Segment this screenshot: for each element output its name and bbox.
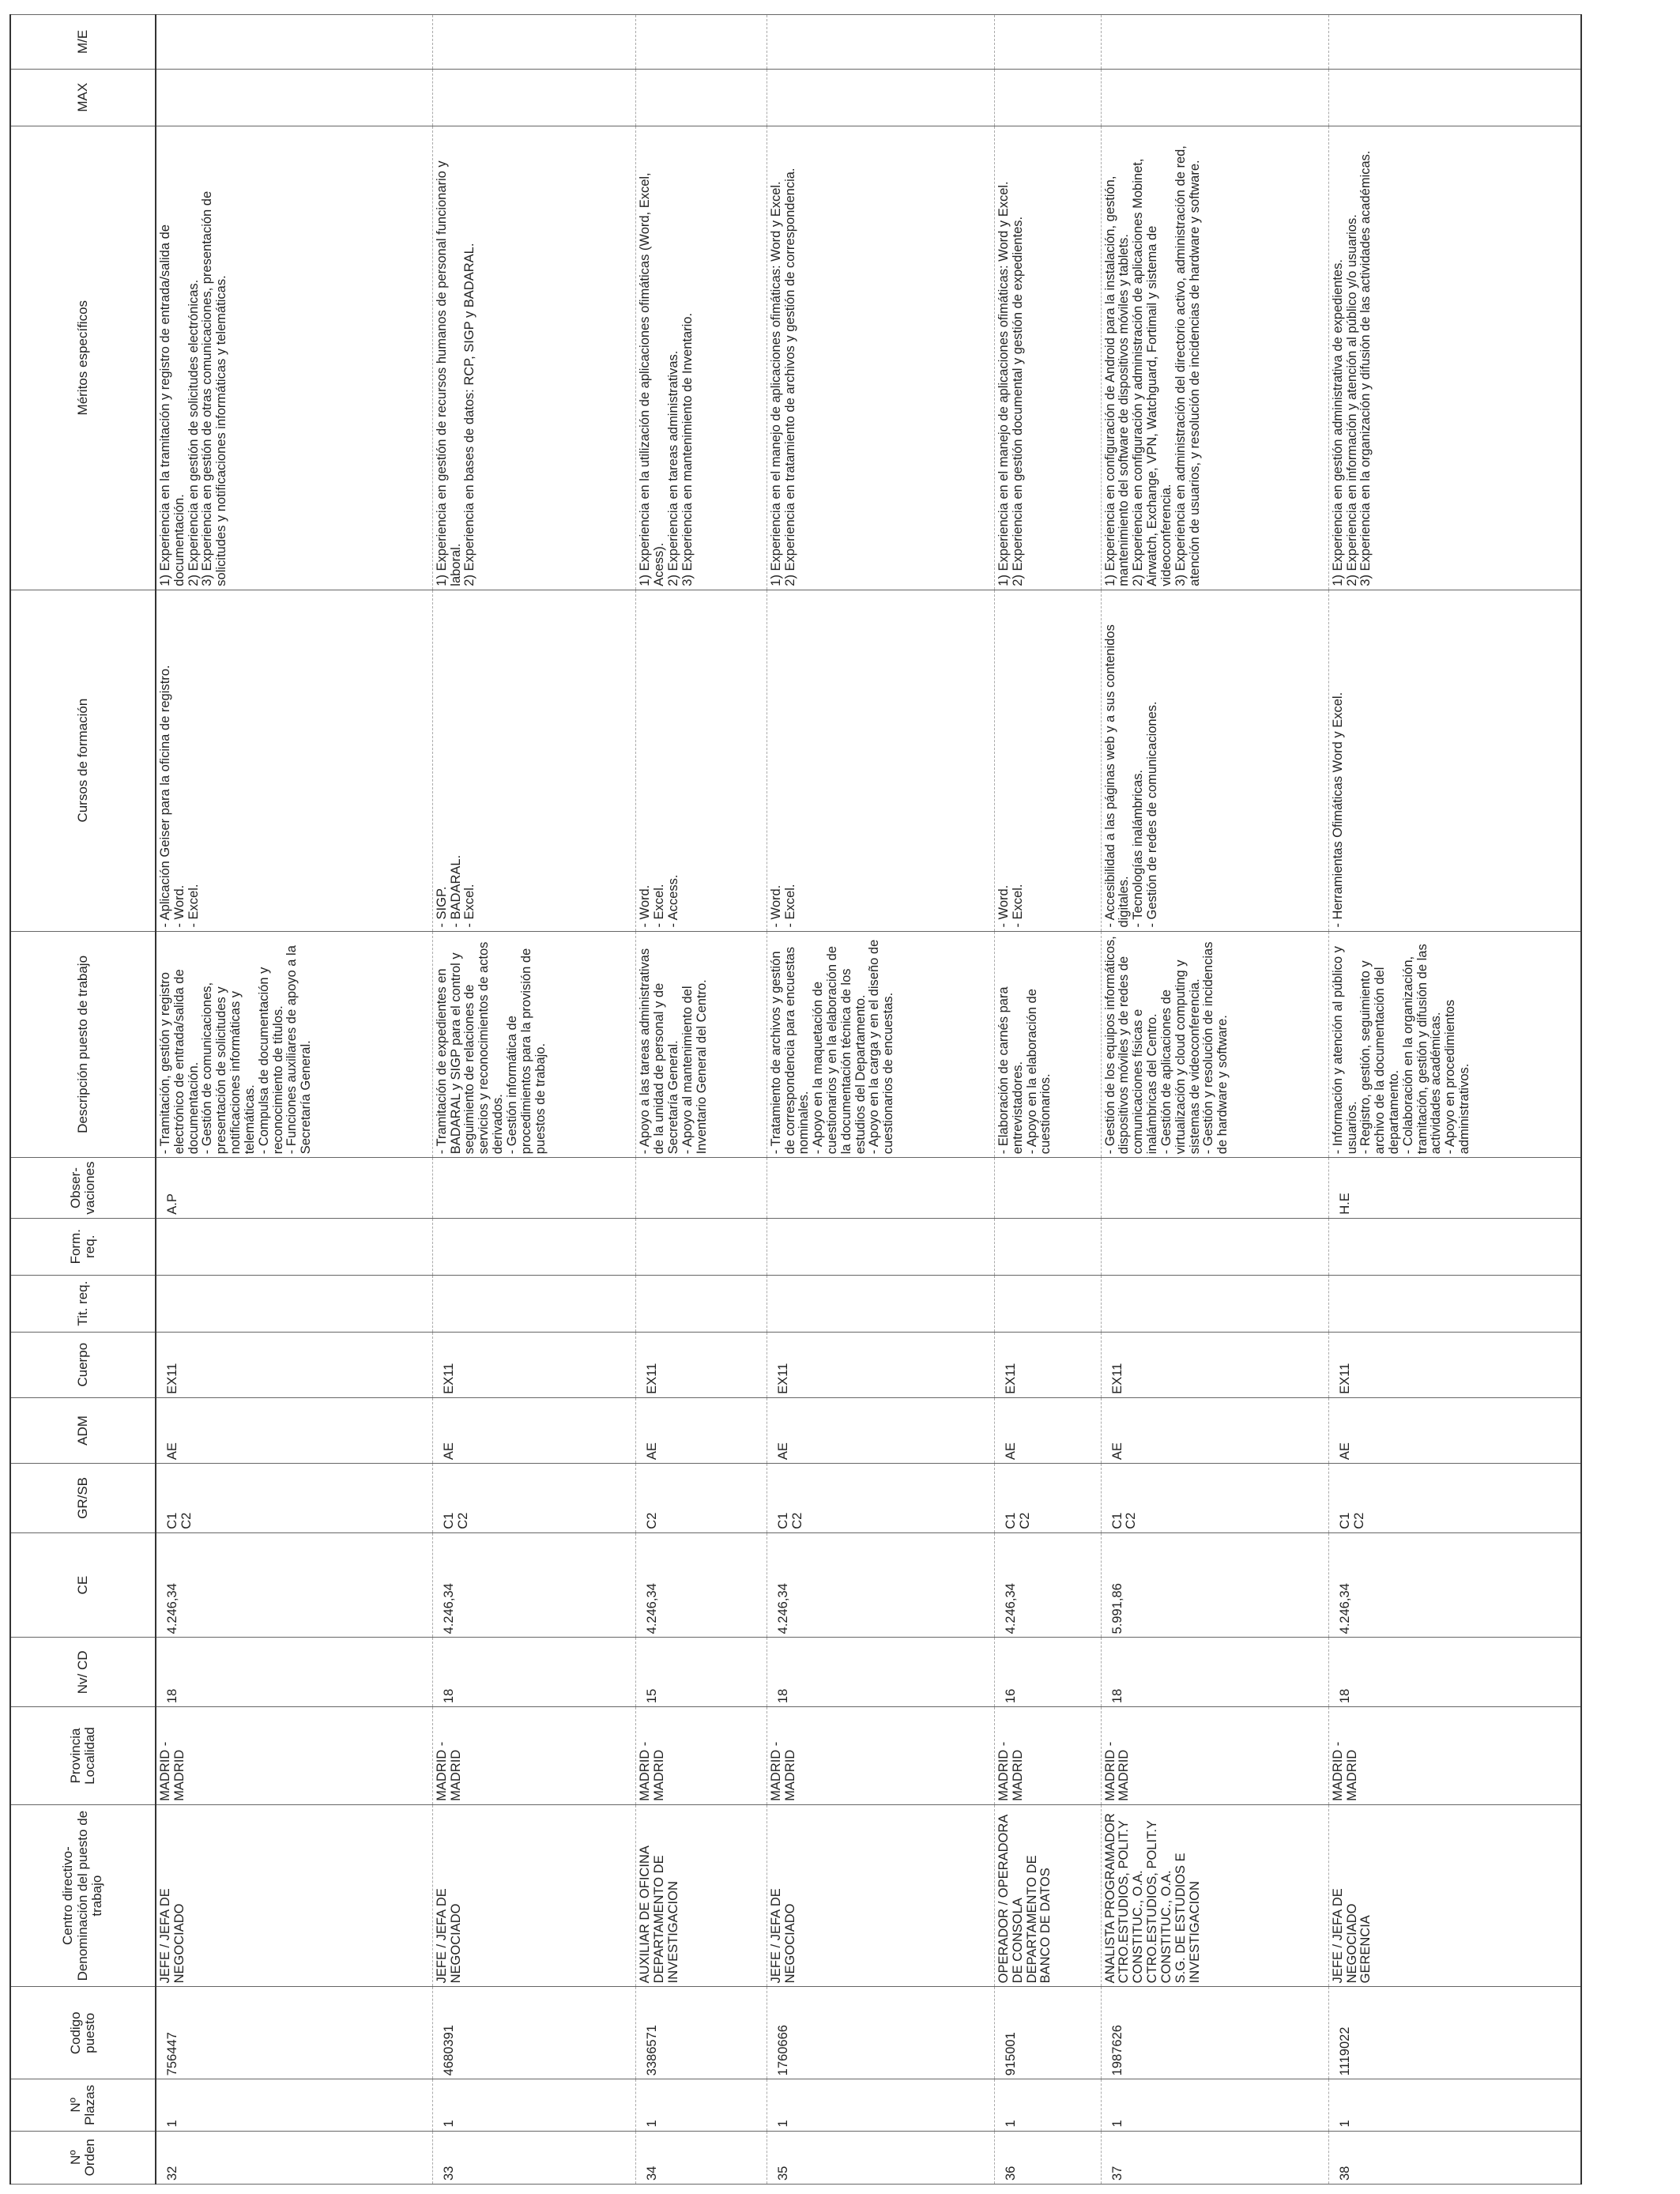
header-plazas: Nº Plazas — [10, 2079, 156, 2131]
cell-meritos: 1) Experiencia en gestión administrativa de expedientes. 2) Experiencia en información y atención al público y/o usuarios. 3) Experiencia en la organización y difusión de las actividades académicas. — [1328, 126, 1581, 590]
cell-titulacion — [432, 1275, 635, 1332]
cell-cursos: - SIGP. - BADARAL. - Excel. — [432, 590, 635, 931]
cell-codigo: 756447 — [156, 1987, 432, 2079]
header-centro: Centro directivo-Denominación del puesto de trabajo — [10, 1804, 156, 1987]
cell-orden: 33 — [432, 2131, 635, 2184]
cell-denominacion: OPERADOR / OPERADORA DE CONSOLA — [996, 1815, 1025, 1984]
cell-adm: AE — [156, 1397, 432, 1463]
cell-centro — [994, 1804, 1101, 1987]
cell-meritos: 1) Experiencia en el manejo de aplicaciones ofimáticas: Word y Excel. 2) Experiencia en tratamiento de archivos y gestión de correspondencia. — [767, 126, 994, 590]
cell-denominacion: JEFE / JEFA DE NEGOCIADO — [768, 1888, 797, 1984]
table-row — [432, 15, 635, 2185]
cell-meritos: 1) Experiencia en configuración de Android para la instalación, gestión, mantenimiento del software de dispositivos móviles y tablets. 2) Experiencia en configuración y administración de aplicaciones Mobinet, Airwatch, Exchange, VPN, Watchguard, Fortimail y sistema de videoconferencia. 3) Experiencia en administración del directorio activo, administración de red, atención de usuarios, y resolución de incidencias de hardware y software. — [1101, 126, 1328, 590]
cell-max — [1328, 69, 1581, 126]
cell-nota-3: S.G. DE ESTUDIOS E INVESTIGACION — [1173, 1853, 1202, 1984]
cell-ce: 4.246,34 — [1328, 1532, 1581, 1638]
cell-cursos: - Word. - Excel. — [767, 590, 994, 931]
cell-denominacion: JEFE / JEFA DE NEGOCIADO — [1330, 1888, 1359, 1984]
cell-titulacion — [1101, 1275, 1328, 1332]
cell-cursos: - Word. - Excel. - Access. — [636, 590, 767, 931]
cell-nota-2: DEPARTAMENTO DE INVESTIGACION — [652, 1855, 680, 1984]
cell-codigo: 1119022 — [1328, 1987, 1581, 2079]
cell-nota-2: DEPARTAMENTO DE BANCO DE DATOS — [1024, 1855, 1053, 1984]
cell-provincia: MADRID - MADRID — [156, 1707, 432, 1805]
header-titulacion: Tit. req. — [10, 1275, 156, 1332]
cell-descripcion: - Elaboración de carnés para entrevistadores. - Apoyo en la elaboración de cuestionarios. — [994, 931, 1101, 1158]
cell-nota-3: GERENCIA — [1358, 1915, 1373, 1984]
header-orden: Nº Orden — [10, 2131, 156, 2184]
cell-ce: 4.246,34 — [636, 1532, 767, 1638]
cell-ce: 4.246,34 — [156, 1532, 432, 1638]
header-cursos: Cursos de formación — [10, 590, 156, 931]
cell-codigo: 3386571 — [636, 1987, 767, 2079]
cell-me — [1328, 15, 1581, 70]
cell-max — [1101, 69, 1328, 126]
cell-cuerpo: EX11 — [636, 1332, 767, 1397]
cell-observaciones — [994, 1158, 1101, 1218]
cell-observaciones: A.P — [156, 1158, 432, 1218]
cell-denominacion: ANALISTA PROGRAMADOR — [1102, 1813, 1117, 1984]
cell-descripcion: - Tramitación de expedientes en BADARAL y SIGP para el control y seguimiento de relaciones de servicios y reconocimientos de actos derivados. - Gestión informática de procedimientos para la provisión de puestos de trabajo. — [432, 931, 635, 1158]
cell-centro — [1328, 1804, 1581, 1987]
cell-orden: 32 — [156, 2131, 432, 2184]
cell-adm: AE — [1328, 1397, 1581, 1463]
cell-nivel: 18 — [767, 1638, 994, 1707]
cell-titulacion — [156, 1275, 432, 1332]
cell-titulacion — [767, 1275, 994, 1332]
cell-nivel: 15 — [636, 1638, 767, 1707]
cell-adm: AE — [994, 1397, 1101, 1463]
cell-formacion — [1101, 1218, 1328, 1275]
cell-titulacion — [994, 1275, 1101, 1332]
cell-denominacion: JEFE / JEFA DE NEGOCIADO — [434, 1888, 463, 1984]
cell-ce: 4.246,34 — [432, 1532, 635, 1638]
cell-cuerpo: EX11 — [432, 1332, 635, 1397]
cell-grupo: C1 C2 — [1101, 1464, 1328, 1533]
cell-cursos: - Accesibilidad a las páginas web y a sus contenidos digitales. - Tecnologías inalámbricas. - Gestión de redes de comunicaciones. — [1101, 590, 1328, 931]
header-formacion: Form. req. — [10, 1218, 156, 1275]
cell-max — [994, 69, 1101, 126]
cell-meritos: 1) Experiencia en la utilización de aplicaciones ofimáticas (Word, Excel, Acess). 2) Experiencia en tareas administrativas. 3) Experiencia en mantenimiento de Inventario. — [636, 126, 767, 590]
header-meritos: Méritos específicos — [10, 126, 156, 590]
table-row — [636, 15, 767, 2185]
cell-plazas: 1 — [994, 2079, 1101, 2131]
cell-cuerpo: EX11 — [1101, 1332, 1328, 1397]
cell-adm: AE — [432, 1397, 635, 1463]
table-row — [156, 15, 432, 2185]
header-descripcion: Descripción puesto de trabajo — [10, 931, 156, 1158]
cell-descripcion: - Tratamiento de archivos y gestión de correspondencia para encuestas nominales. - Apoyo en la maquetación de cuestionarios y en la elaboración de la documentación técnica de los estudios del Departamento. - Apoyo en la carga y en el diseño de cuestionarios de encuestas. — [767, 931, 994, 1158]
cell-provincia: MADRID - MADRID — [994, 1707, 1101, 1805]
cell-grupo: C1 C2 — [994, 1464, 1101, 1533]
cell-descripcion: - Tramitación, gestión y registro electrónico de entrada/salida de documentación. - Gestión de comunicaciones, presentación de solicitudes y notificaciones informáticas y telemáticas. - Compulsa de documentación y reconocimiento de títulos. - Funciones auxiliares de apoyo a la Secretaría General. — [156, 931, 432, 1158]
cell-grupo: C2 — [636, 1464, 767, 1533]
cell-cursos: - Aplicación Geiser para la oficina de registro. - Word. - Excel. — [156, 590, 432, 931]
cell-provincia: MADRID - MADRID — [1328, 1707, 1581, 1805]
cell-max — [432, 69, 635, 126]
cell-max — [767, 69, 994, 126]
cell-formacion — [994, 1218, 1101, 1275]
cell-centro — [636, 1804, 767, 1987]
cell-observaciones — [767, 1158, 994, 1218]
header-ce: CE — [10, 1532, 156, 1638]
cell-grupo: C1 C2 — [432, 1464, 635, 1533]
cell-nivel: 18 — [1328, 1638, 1581, 1707]
cell-max — [156, 69, 432, 126]
cell-plazas: 1 — [156, 2079, 432, 2131]
cell-provincia: MADRID - MADRID — [636, 1707, 767, 1805]
header-nivel: Nv/ CD — [10, 1638, 156, 1707]
cell-plazas: 1 — [432, 2079, 635, 2131]
cell-orden: 34 — [636, 2131, 767, 2184]
cell-cursos: - Word. - Excel. — [994, 590, 1101, 931]
cell-nota-1: CTRO.ESTUDIOS, POLIT.Y CONSTITUC., O.A. — [1117, 1820, 1146, 1984]
cell-max — [636, 69, 767, 126]
table-row — [1328, 15, 1581, 2185]
table-row — [994, 15, 1101, 2185]
cell-orden: 38 — [1328, 2131, 1581, 2184]
cell-plazas: 1 — [1328, 2079, 1581, 2131]
cell-meritos: 1) Experiencia en gestión de recursos humanos de personal funcionario y laboral. 2) Experiencia en bases de datos: RCP, SIGP y BADARAL. — [432, 126, 635, 590]
cell-plazas: 1 — [636, 2079, 767, 2131]
cell-observaciones — [1101, 1158, 1328, 1218]
cell-cuerpo: EX11 — [156, 1332, 432, 1397]
cell-adm: AE — [767, 1397, 994, 1463]
cell-formacion — [636, 1218, 767, 1275]
cell-me — [636, 15, 767, 70]
cell-descripcion: - Gestión de los equipos informáticos, dispositivos móviles y de redes de comunicaciones físicas e inalámbricas del Centro. - Gestión de aplicaciones de virtualización y cloud computing y sistemas de videoconferencia. - Gestión y resolución de incidencias de hardware y software. — [1101, 931, 1328, 1158]
cell-formacion — [156, 1218, 432, 1275]
cell-nota-2: CTRO.ESTUDIOS, POLIT.Y CONSTITUC., O.A. — [1145, 1820, 1173, 1984]
header-cuerpo: Cuerpo — [10, 1332, 156, 1397]
cell-cursos: - Herramientas Ofimáticas Word y Excel. — [1328, 590, 1581, 931]
cell-formacion — [432, 1218, 635, 1275]
cell-meritos: 1) Experiencia en el manejo de aplicaciones ofimáticas: Word y Excel. 2) Experiencia en gestión documental y gestión de expedientes. — [994, 126, 1101, 590]
cell-ce: 4.246,34 — [767, 1532, 994, 1638]
cell-me — [432, 15, 635, 70]
cell-nivel: 18 — [156, 1638, 432, 1707]
table-row — [1101, 15, 1328, 2185]
cell-cuerpo: EX11 — [994, 1332, 1101, 1397]
cell-observaciones — [636, 1158, 767, 1218]
cell-formacion — [767, 1218, 994, 1275]
header-me: M/E — [10, 15, 156, 70]
cell-formacion — [1328, 1218, 1581, 1275]
cell-titulacion — [636, 1275, 767, 1332]
cell-centro — [1101, 1804, 1328, 1987]
cell-nivel: 16 — [994, 1638, 1101, 1707]
cell-titulacion — [1328, 1275, 1581, 1332]
cell-codigo: 1987626 — [1101, 1987, 1328, 2079]
cell-grupo: C1 C2 — [1328, 1464, 1581, 1533]
cell-cuerpo: EX11 — [767, 1332, 994, 1397]
header-provincia: Provincia Localidad — [10, 1707, 156, 1805]
header-adm: ADM — [10, 1397, 156, 1463]
cell-meritos: 1) Experiencia en la tramitación y registro de entrada/salida de documentación. 2) Experiencia en gestión de solicitudes electrónicas. 3) Experiencia en gestión de otras comunicaciones, presentación de solicitudes y notificaciones informáticas y telemáticas. — [156, 126, 432, 590]
cell-denominacion: JEFE / JEFA DE NEGOCIADO — [158, 1888, 186, 1984]
cell-descripcion: - Apoyo a las tareas administrativas de la unidad de personal y de Secretaría General. - Apoyo al mantenimiento del Inventario General del Centro. — [636, 931, 767, 1158]
cell-centro — [767, 1804, 994, 1987]
table-row — [767, 15, 994, 2185]
cell-codigo: 4680391 — [432, 1987, 635, 2079]
header-max: MAX — [10, 69, 156, 126]
cell-centro — [432, 1804, 635, 1987]
cell-orden: 35 — [767, 2131, 994, 2184]
cell-descripcion: - Información y atención al público y usuarios. - Registro, gestión, seguimiento y archivo de la documentación del departamento. - Colaboración en la organización, tramitación, gestión y difusión de las actividades académicas. - Apoyo en procedimientos administrativos. — [1328, 931, 1581, 1158]
cell-me — [994, 15, 1101, 70]
cell-me — [767, 15, 994, 70]
cell-me — [156, 15, 432, 70]
cell-plazas: 1 — [1101, 2079, 1328, 2131]
cell-observaciones: H.E — [1328, 1158, 1581, 1218]
cell-orden: 37 — [1101, 2131, 1328, 2184]
cell-adm: AE — [636, 1397, 767, 1463]
cell-ce: 4.246,34 — [994, 1532, 1101, 1638]
puestos-table — [9, 14, 1582, 2185]
cell-provincia: MADRID - MADRID — [432, 1707, 635, 1805]
cell-grupo: C1 C2 — [156, 1464, 432, 1533]
cell-orden: 36 — [994, 2131, 1101, 2184]
header-observaciones: Obser-vaciones — [10, 1158, 156, 1218]
cell-nivel: 18 — [432, 1638, 635, 1707]
cell-provincia: MADRID - MADRID — [1101, 1707, 1328, 1805]
cell-adm: AE — [1101, 1397, 1328, 1463]
cell-denominacion: AUXILIAR DE OFICINA — [638, 1845, 653, 1984]
cell-cuerpo: EX11 — [1328, 1332, 1581, 1397]
cell-ce: 5.991,86 — [1101, 1532, 1328, 1638]
cell-plazas: 1 — [767, 2079, 994, 2131]
cell-observaciones — [432, 1158, 635, 1218]
cell-codigo: 915001 — [994, 1987, 1101, 2079]
cell-me — [1101, 15, 1328, 70]
cell-grupo: C1 C2 — [767, 1464, 994, 1533]
header-codigo: Codigo puesto — [10, 1987, 156, 2079]
header-grupo: GR/SB — [10, 1464, 156, 1533]
cell-provincia: MADRID - MADRID — [767, 1707, 994, 1805]
header-row — [10, 15, 156, 2185]
cell-centro — [156, 1804, 432, 1987]
cell-codigo: 1760666 — [767, 1987, 994, 2079]
cell-nivel: 18 — [1101, 1638, 1328, 1707]
